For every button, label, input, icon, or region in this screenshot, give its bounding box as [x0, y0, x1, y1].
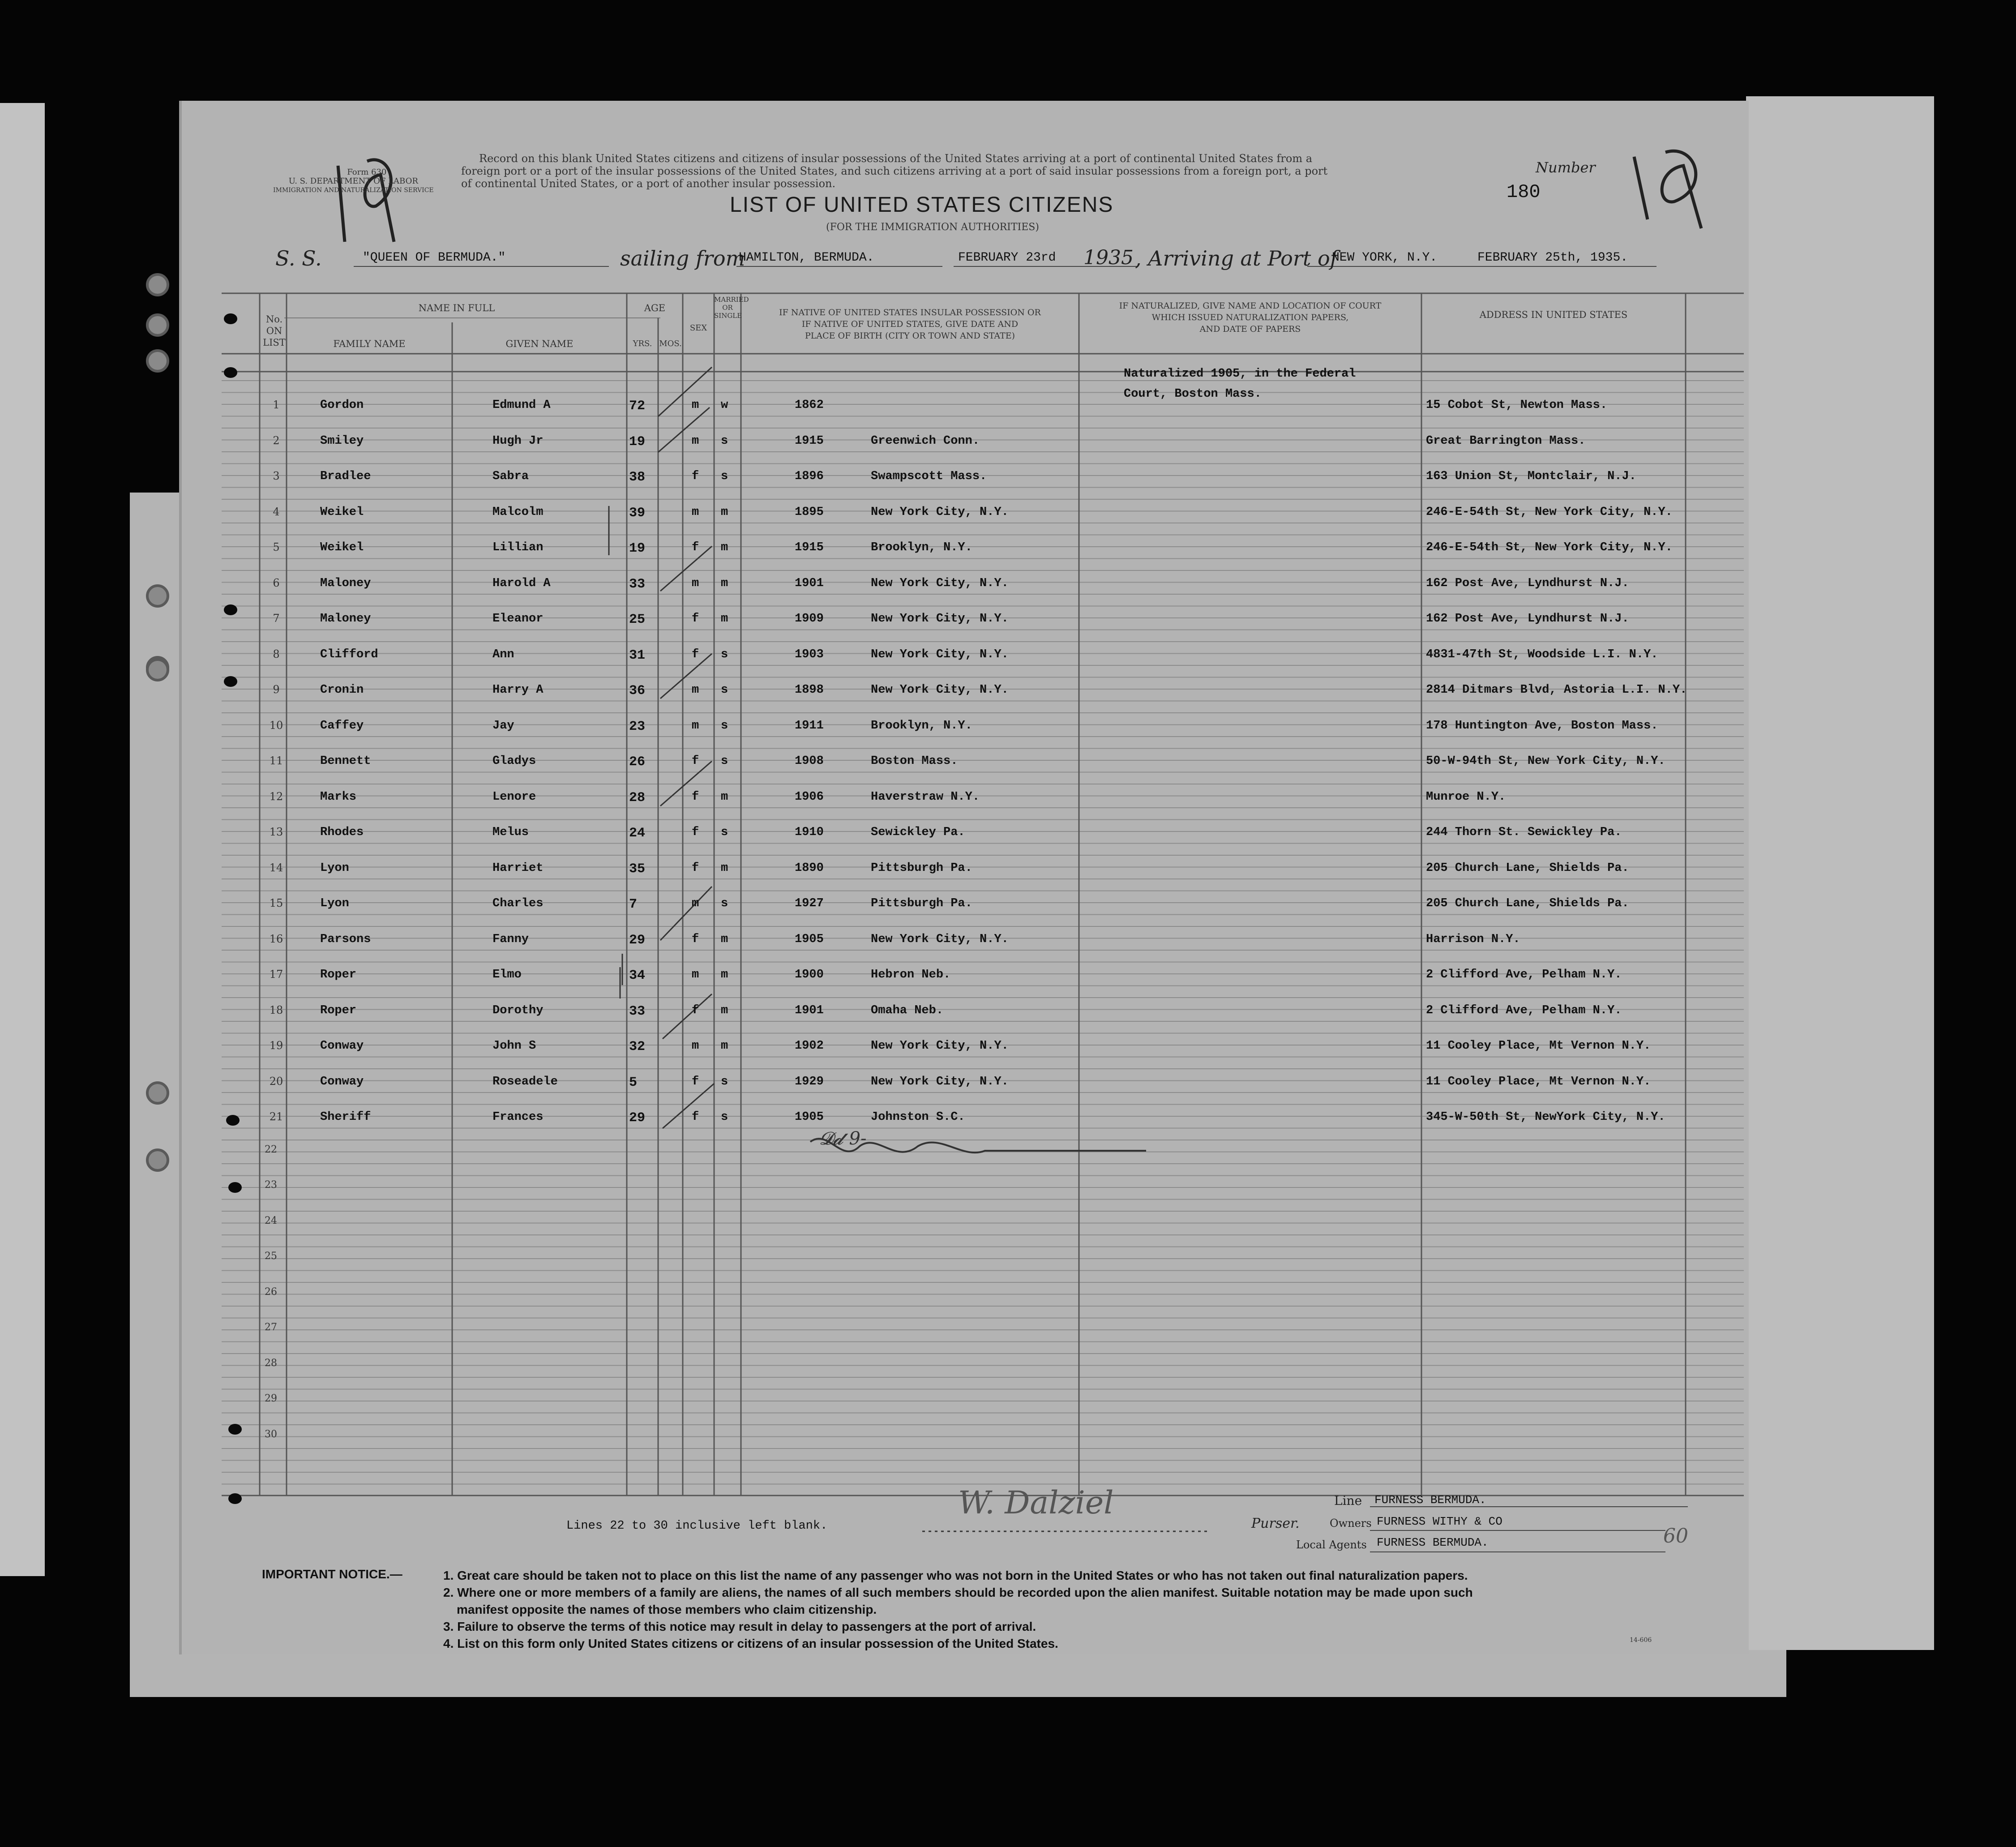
row-number: 14	[269, 861, 283, 874]
birth-year: 1908	[795, 754, 824, 768]
birth-year: 1927	[795, 897, 824, 910]
col-family-name: FAMILY NAME	[333, 339, 406, 349]
blank-row-number: 29	[265, 1393, 277, 1404]
family-name: Bennett	[320, 754, 371, 768]
blank-row-number: 23	[265, 1179, 277, 1191]
lines-blank-note: Lines 22 to 30 inclusive left blank.	[566, 1519, 828, 1533]
sex: f	[692, 470, 699, 483]
age-years: 5	[629, 1075, 638, 1090]
blank-row-number: 27	[265, 1322, 277, 1333]
given-name: Eleanor	[492, 612, 544, 626]
birth-place: Greenwich Conn.	[871, 434, 980, 448]
sex: m	[692, 434, 699, 448]
given-name: Elmo	[492, 968, 522, 981]
sex: m	[692, 399, 699, 412]
instruction-text: Record on this blank United States citizens and citizens of insular possessions of the United States arriving at a port of continental United States from a foreign port or a port of the insular possessions of the United States, and such citizens arriving at a port of said insular possessions from a foreign port, a port of continental United States, or a port of another insular possession.	[461, 152, 1328, 190]
birth-year: 1902	[795, 1039, 824, 1053]
us-address: 205 Church Lane, Shields Pa.	[1426, 861, 1629, 875]
row-number: 20	[269, 1075, 283, 1088]
arrival-port: NEW YORK, N.Y.	[1332, 251, 1438, 265]
family-name: Conway	[320, 1039, 364, 1053]
us-address: 246-E-54th St, New York City, N.Y.	[1426, 541, 1673, 554]
sex: m	[692, 897, 699, 910]
us-address: 205 Church Lane, Shields Pa.	[1426, 897, 1629, 910]
birth-year: 1905	[795, 932, 824, 946]
family-name: Sheriff	[320, 1110, 371, 1124]
arrival-date: FEBRUARY 25th, 1935.	[1477, 251, 1628, 265]
us-address: 11 Cooley Place, Mt Vernon N.Y.	[1426, 1039, 1651, 1053]
given-name: John S	[492, 1039, 536, 1053]
birth-place: New York City, N.Y.	[871, 505, 1009, 519]
binding-dot	[224, 367, 237, 378]
birth-place: Pittsburgh Pa.	[871, 861, 972, 875]
sex: f	[692, 932, 699, 946]
marital-status: m	[721, 1003, 728, 1017]
blank-row-number: 22	[265, 1144, 277, 1155]
blank-row-number: 30	[265, 1428, 277, 1440]
birth-place: New York City, N.Y.	[871, 1075, 1009, 1088]
row-number: 7	[273, 612, 280, 625]
sex: f	[692, 826, 699, 839]
sex: f	[692, 790, 699, 804]
marital-status: m	[721, 505, 728, 519]
naturalization-info: Naturalized 1905, in the Federal	[1124, 367, 1356, 381]
family-name: Roper	[320, 1003, 357, 1017]
given-name: Lenore	[492, 790, 536, 804]
us-address: 2 Clifford Ave, Pelham N.Y.	[1426, 1003, 1622, 1017]
birth-year: 1901	[795, 1003, 824, 1017]
us-address: Harrison N.Y.	[1426, 932, 1520, 946]
given-name: Frances	[492, 1110, 544, 1124]
family-name: Smiley	[320, 434, 364, 448]
birth-year: 1900	[795, 968, 824, 981]
us-address: Great Barrington Mass.	[1426, 434, 1586, 448]
sex: f	[692, 647, 699, 661]
family-name: Cronin	[320, 683, 364, 697]
col-mos: MOS.	[659, 339, 682, 348]
ss-label: S. S.	[275, 246, 322, 270]
birth-year: 1915	[795, 541, 824, 554]
birth-place: Omaha Neb.	[871, 1003, 944, 1017]
family-name: Maloney	[320, 576, 371, 590]
col-given-name: GIVEN NAME	[505, 339, 574, 349]
binding-dot	[228, 1493, 242, 1504]
row-number: 16	[269, 932, 283, 945]
given-name: Sabra	[492, 470, 529, 483]
purser-label: Purser.	[1251, 1516, 1300, 1531]
blank-row-number: 28	[265, 1357, 277, 1369]
birth-year: 1890	[795, 861, 824, 875]
naturalization-court: Court, Boston Mass.	[1124, 387, 1262, 401]
age-years: 24	[629, 826, 646, 841]
birth-place: Brooklyn, N.Y.	[871, 541, 972, 554]
given-name: Lillian	[492, 541, 544, 554]
col-native: IF NATIVE OF UNITED STATES INSULAR POSSESSION OR IF NATIVE OF UNITED STATES, GIVE DATE AND PLACE OF BIRTH (CITY OR TOWN AND STATE)	[779, 308, 1041, 341]
birth-year: 1911	[795, 719, 824, 733]
age-years: 28	[629, 790, 646, 806]
owners-value: FURNESS WITHY & CO	[1377, 1515, 1502, 1528]
given-name: Fanny	[492, 932, 529, 946]
owners-label: Owners	[1330, 1517, 1372, 1530]
handwritten-note: 𝓓𝓭 9-	[819, 1128, 867, 1149]
row-number: 2	[273, 434, 280, 447]
sex: f	[692, 541, 699, 554]
birth-year: 1905	[795, 1110, 824, 1124]
departure-port: HAMILTON, BERMUDA.	[739, 251, 874, 265]
sex: m	[692, 576, 699, 590]
binding-dot	[224, 313, 237, 324]
birth-year: 1895	[795, 505, 824, 519]
row-number: 19	[269, 1039, 283, 1052]
age-years: 19	[629, 541, 646, 556]
us-address: 178 Huntington Ave, Boston Mass.	[1426, 719, 1658, 733]
us-address: 162 Post Ave, Lyndhurst N.J.	[1426, 576, 1629, 590]
binding-dot	[224, 604, 237, 615]
marital-status: m	[721, 576, 728, 590]
marital-status: m	[721, 861, 728, 875]
sex: f	[692, 754, 699, 768]
marital-status: w	[721, 399, 728, 412]
age-years: 72	[629, 399, 646, 414]
binding-dot	[224, 676, 237, 687]
family-name: Clifford	[320, 647, 378, 661]
family-name: Marks	[320, 790, 357, 804]
age-years: 32	[629, 1039, 646, 1054]
given-name: Hugh Jr	[492, 434, 544, 448]
family-name: Weikel	[320, 505, 364, 519]
col-yrs: YRS.	[633, 339, 652, 348]
us-address: 345-W-50th St, NewYork City, N.Y.	[1426, 1110, 1665, 1124]
family-name: Conway	[320, 1075, 364, 1088]
marital-status: s	[721, 1075, 728, 1088]
row-number: 5	[273, 541, 280, 553]
family-name: Rhodes	[320, 826, 364, 839]
birth-place: Johnston S.C.	[871, 1110, 965, 1124]
departure-year: 1935	[1083, 246, 1134, 269]
birth-year: 1909	[795, 612, 824, 626]
row-number: 17	[269, 968, 283, 981]
marital-status: m	[721, 968, 728, 981]
agents-value: FURNESS BERMUDA.	[1377, 1536, 1489, 1549]
marital-status: s	[721, 1110, 728, 1124]
us-address: 15 Cobot St, Newton Mass.	[1426, 399, 1608, 412]
row-number: 6	[273, 576, 280, 589]
ship-name: "QUEEN OF BERMUDA."	[363, 251, 506, 265]
birth-place: New York City, N.Y.	[871, 576, 1009, 590]
us-address: 2 Clifford Ave, Pelham N.Y.	[1426, 968, 1622, 981]
marital-status: s	[721, 826, 728, 839]
age-years: 29	[629, 1110, 646, 1126]
sex: f	[692, 1075, 699, 1088]
row-number: 4	[273, 505, 280, 518]
col-naturalized: IF NATURALIZED, GIVE NAME AND LOCATION OF COURT WHICH ISSUED NATURALIZATION PAPERS, AND DATE OF PAPERS	[1119, 301, 1382, 334]
row-number: 8	[273, 647, 280, 660]
birth-year: 1896	[795, 470, 824, 483]
row-number: 18	[269, 1003, 283, 1016]
form-code: 14-606	[1630, 1637, 1652, 1644]
purser-signature: W. Dalziel	[958, 1484, 1114, 1521]
sailing-from-label: sailing from	[620, 246, 745, 270]
birth-year: 1929	[795, 1075, 824, 1088]
birth-place: Brooklyn, N.Y.	[871, 719, 972, 733]
marital-status: s	[721, 470, 728, 483]
family-name: Weikel	[320, 541, 364, 554]
binding-dot	[226, 1115, 240, 1126]
row-number: 11	[269, 754, 283, 767]
birth-place: Hebron Neb.	[871, 968, 951, 981]
us-address: 50-W-94th St, New York City, N.Y.	[1426, 754, 1665, 768]
notice-label: IMPORTANT NOTICE.—	[262, 1567, 402, 1581]
given-name: Dorothy	[492, 1003, 544, 1017]
us-address: 162 Post Ave, Lyndhurst N.J.	[1426, 612, 1629, 626]
departure-date: FEBRUARY 23rd	[958, 251, 1056, 265]
birth-place: New York City, N.Y.	[871, 612, 1009, 626]
given-name: Harold A	[492, 576, 551, 590]
given-name: Edmund A	[492, 399, 551, 412]
birth-place: New York City, N.Y.	[871, 1039, 1009, 1053]
marital-status: m	[721, 1039, 728, 1053]
birth-place: Pittsburgh Pa.	[871, 897, 972, 910]
sex: m	[692, 968, 699, 981]
row-number: 21	[269, 1110, 283, 1123]
given-name: Melus	[492, 826, 529, 839]
us-address: 4831-47th St, Woodside L.I. N.Y.	[1426, 647, 1658, 661]
us-address: Munroe N.Y.	[1426, 790, 1506, 804]
sex: f	[692, 612, 699, 626]
age-years: 31	[629, 647, 646, 663]
us-address: 163 Union St, Montclair, N.J.	[1426, 470, 1636, 483]
age-years: 39	[629, 505, 646, 521]
age-years: 36	[629, 683, 646, 699]
sex: m	[692, 683, 699, 697]
given-name: Malcolm	[492, 505, 544, 519]
binding-dot	[228, 1424, 242, 1435]
col-age: AGE	[644, 303, 666, 313]
us-address: 246-E-54th St, New York City, N.Y.	[1426, 505, 1673, 519]
stamp-number: 180	[1507, 181, 1541, 203]
age-years: 38	[629, 470, 646, 485]
age-years: 7	[629, 897, 638, 912]
family-name: Roper	[320, 968, 357, 981]
given-name: Roseadele	[492, 1075, 558, 1088]
sex: m	[692, 719, 699, 733]
arriving-label: , Arriving at Port of	[1135, 246, 1338, 270]
page-number: 60	[1663, 1525, 1688, 1547]
age-years: 23	[629, 719, 646, 734]
age-years: 34	[629, 968, 646, 983]
birth-place: Swampscott Mass.	[871, 470, 987, 483]
marital-status: s	[721, 683, 728, 697]
marital-status: m	[721, 932, 728, 946]
row-number: 1	[273, 399, 280, 411]
birth-place: Boston Mass.	[871, 754, 958, 768]
birth-year: 1915	[795, 434, 824, 448]
page-subtitle: (FOR THE IMMIGRATION AUTHORITIES)	[826, 222, 1039, 233]
family-name: Caffey	[320, 719, 364, 733]
blank-row-number: 25	[265, 1251, 277, 1262]
col-no-on-list: No. ON LIST	[263, 314, 286, 348]
us-address: 244 Thorn St. Sewickley Pa.	[1426, 826, 1622, 839]
notice-list: 1. Great care should be taken not to place on this list the name of any passenger who was not born in the United States or who has not taken out final naturalization papers. 2. Where one or more members of a family are aliens, the names of all such members should be recorded upon the alien manifest. Suitable notation may be made upon such manifest opposite the names of those members who claim citizenship. 3. Failure to observe the terms of this notice may result in delay to passengers at the port of arrival. 4. List on this form only United States citizens or citizens of an insular possession of the United States.	[443, 1568, 1473, 1650]
family-name: Parsons	[320, 932, 371, 946]
line-value: FURNESS BERMUDA.	[1374, 1493, 1486, 1507]
page-title: LIST OF UNITED STATES CITIZENS	[730, 193, 1114, 217]
sex: m	[692, 505, 699, 519]
birth-year: 1901	[795, 576, 824, 590]
sex: f	[692, 861, 699, 875]
col-married-or-single: MARRIED OR SINGLE	[714, 296, 749, 320]
agents-label: Local Agents	[1296, 1538, 1367, 1551]
family-name: Lyon	[320, 861, 349, 875]
age-years: 33	[629, 576, 646, 592]
row-number: 9	[273, 683, 280, 696]
line-label: Line	[1334, 1493, 1362, 1508]
age-years: 29	[629, 932, 646, 948]
family-name: Gordon	[320, 399, 364, 412]
col-sex: SEX	[689, 323, 707, 333]
age-years: 33	[629, 1003, 646, 1019]
birth-place: Sewickley Pa.	[871, 826, 965, 839]
age-years: 25	[629, 612, 646, 627]
age-years: 26	[629, 754, 646, 770]
marital-status: s	[721, 434, 728, 448]
birth-place: New York City, N.Y.	[871, 647, 1009, 661]
age-years: 19	[629, 434, 646, 450]
marital-status: m	[721, 612, 728, 626]
row-number: 13	[269, 826, 283, 838]
birth-place: New York City, N.Y.	[871, 932, 1009, 946]
row-number: 3	[273, 470, 280, 482]
birth-year: 1910	[795, 826, 824, 839]
row-number: 15	[269, 897, 283, 909]
family-name: Maloney	[320, 612, 371, 626]
marital-status: m	[721, 790, 728, 804]
marital-status: s	[721, 647, 728, 661]
birth-year: 1898	[795, 683, 824, 697]
birth-place: Haverstraw N.Y.	[871, 790, 980, 804]
given-name: Charles	[492, 897, 544, 910]
us-address: 2814 Ditmars Blvd, Astoria L.I. N.Y.	[1426, 683, 1687, 697]
form-info: Form 630 U. S. DEPARTMENT OF LABOR IMMIGRATION AND NATURALIZATION SERVICE	[273, 167, 434, 194]
sex: m	[692, 1039, 699, 1053]
birth-year: 1903	[795, 647, 824, 661]
blank-row-number: 26	[265, 1286, 277, 1298]
family-name: Bradlee	[320, 470, 371, 483]
sex: f	[692, 1110, 699, 1124]
given-name: Jay	[492, 719, 514, 733]
birth-year: 1906	[795, 790, 824, 804]
given-name: Ann	[492, 647, 514, 661]
birth-year: 1862	[795, 399, 824, 412]
given-name: Gladys	[492, 754, 536, 768]
col-name-in-full: NAME IN FULL	[418, 303, 495, 313]
age-years: 35	[629, 861, 646, 877]
row-number: 10	[269, 719, 283, 732]
blank-row-number: 24	[265, 1215, 277, 1226]
sex: f	[692, 1003, 699, 1017]
given-name: Harry A	[492, 683, 544, 697]
marital-status: s	[721, 754, 728, 768]
number-label: Number	[1536, 159, 1596, 176]
binding-dot	[228, 1182, 242, 1193]
birth-place: New York City, N.Y.	[871, 683, 1009, 697]
given-name: Harriet	[492, 861, 544, 875]
marital-status: m	[721, 541, 728, 554]
col-address: ADDRESS IN UNITED STATES	[1479, 309, 1628, 320]
row-number: 12	[269, 790, 283, 803]
marital-status: s	[721, 719, 728, 733]
family-name: Lyon	[320, 897, 349, 910]
us-address: 11 Cooley Place, Mt Vernon N.Y.	[1426, 1075, 1651, 1088]
marital-status: s	[721, 897, 728, 910]
